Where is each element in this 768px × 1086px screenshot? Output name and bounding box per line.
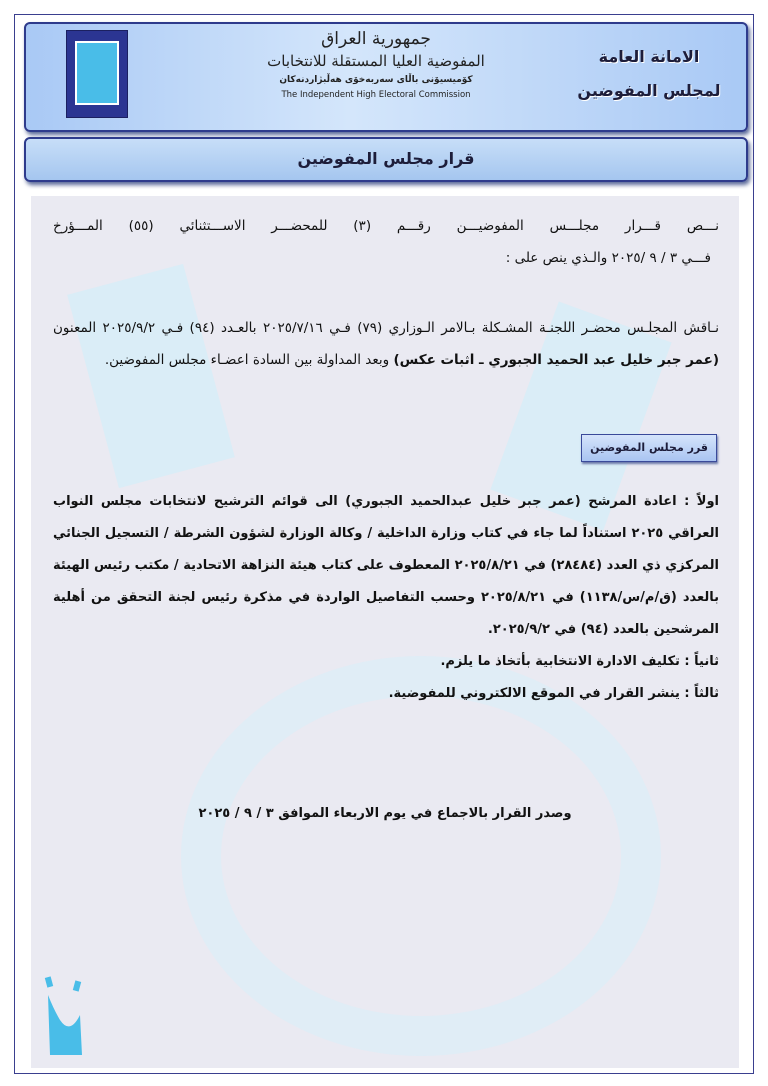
discussion-paragraph: نـاقش المجلـس محضـر اللجنـة المشـكلة بـالامر الـوزاري (٧٩) فـي ٢٠٢٥/٧/١٦ بالعـدد (٩٤) فـي ٢٠٢٥/٩/٢ المعنون (عمر جبر خليل عبد الحميد الجبوري ـ اثبات عكس) وبعد المداولة بين السادة اعضـاء مجلس المفوضين. bbox=[53, 320, 720, 368]
intro-line-1: نـــص قـــرار مجلـــس المفوضيـــن رقـــم (٣) للمحضـــر الاســـتثنائي (٥٥) المـــؤرخ bbox=[53, 218, 719, 234]
commission-logo-icon bbox=[40, 975, 90, 1060]
department-name: الامانة العامة لمجلس المفوضين bbox=[577, 47, 721, 100]
watermark-shape bbox=[181, 656, 661, 1056]
decision-label: قرر مجلس المفوضين bbox=[581, 434, 717, 462]
page-title: قرار مجلس المفوضين bbox=[24, 137, 748, 182]
commission-logo bbox=[66, 30, 128, 118]
decision-item: اولاً : اعادة المرشح (عمر جبر خليل عبدالحميد الجبوري) الى قوائم الترشيح لانتخابات مجلس النواب العراقي ٢٠٢٥ استناداً لما جاء في كتاب وزارة الداخلية / وكالة الوزارة لشؤون الشرطة / التسجيل الجنائي المركزي ذي العدد (٢٨٤٨٤) في ٢٠٢٥/٨/٢١ المعطوف على كتاب هيئة النزاهة الاتحادية / مكتب رئيس الهيئة بالعدد (ق/م/س/١١٣٨) في ٢٠٢٥/٨/٢١ وحسب التفاصيل الواردة في مذكرة رئيس لجنة التحقق من أهلية المرشحين بالعدد (٩٤) في ٢٠٢٥/٩/٢. bbox=[53, 494, 719, 637]
decision-item: ثانياً : تكليف الادارة الانتخابية بأتخاذ ما يلزم. bbox=[440, 654, 719, 669]
closing-statement: وصدر القرار بالاجماع في يوم الاربعاء الموافق ٣ / ٩ / ٢٠٢٥ bbox=[198, 806, 572, 821]
commission-seal: جمهورية العراق المفوضية العليا المستقلة للانتخابات كۆمیسیۆنی باڵای سەربەخۆی هەڵبژاردنەکان The Independent High Electoral Commission bbox=[267, 29, 485, 100]
decision-item: ثالثاً : ينشر القرار في الموقع الالكتروني للمفوضية. bbox=[388, 686, 719, 701]
watermark-shape bbox=[67, 264, 235, 488]
decisions-list bbox=[53, 486, 719, 710]
candidate-name: (عمر جبر خليل عبد الحميد الجبوري ـ اثبات عكس) bbox=[393, 352, 719, 368]
document-body bbox=[31, 196, 739, 1068]
intro-line-2: فـــي ٣ / ٩ /٢٠٢٥ والـذي ينص على : bbox=[505, 250, 711, 266]
letterhead bbox=[24, 22, 748, 132]
